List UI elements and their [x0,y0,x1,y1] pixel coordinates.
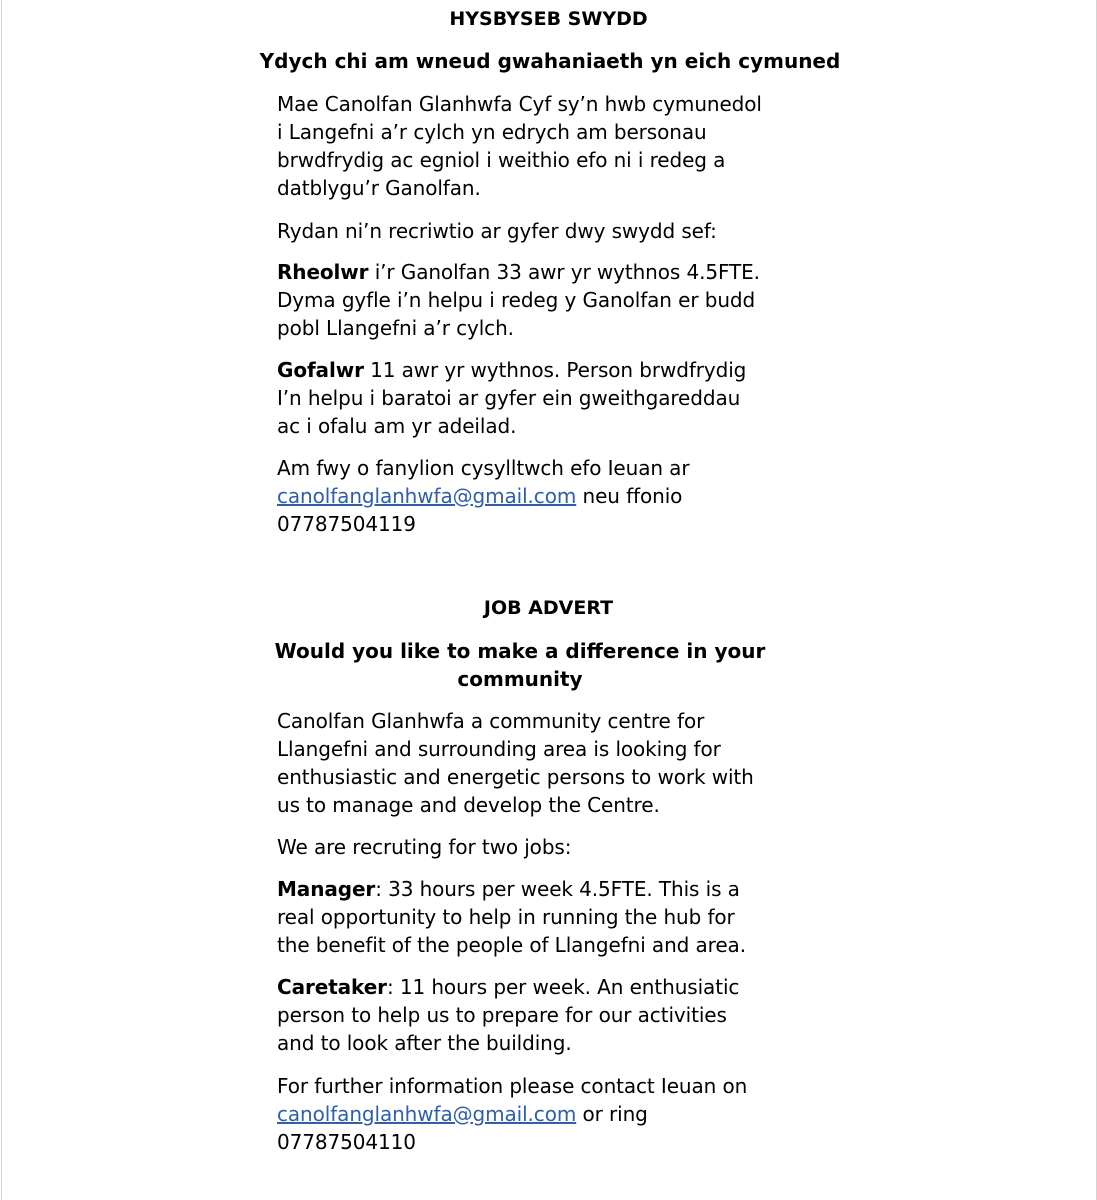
english-job2-title: Caretaker [277,975,387,999]
english-subheading: Would you like to make a difference in your community [274,639,766,691]
welsh-job1-paragraph [277,258,817,342]
welsh-job2-paragraph [277,356,817,440]
welsh-job2-line2: I’n helpu i baratoi ar gyfer ein gweithgareddau [277,386,741,410]
english-intro-line: Llangefni and surrounding area is looking for [277,737,721,761]
welsh-email-link[interactable]: canolfanglanhwfa@gmail.com [277,484,577,508]
english-job1-line2: real opportunity to help in running the hub for [277,905,735,929]
english-contact-line1: For further information please contact Ieuan on [277,1074,748,1098]
welsh-job2-title: Gofalwr [277,358,364,382]
welsh-intro-line: i Langefni a’r cylch yn edrych am bersonau [277,120,707,144]
english-intro-line: enthusiastic and energetic persons to work with [277,765,754,789]
english-contact-paragraph [277,1072,817,1156]
welsh-job1-line1 [277,258,817,286]
english-heading: JOB ADVERT [483,597,614,619]
english-recruiting-line: We are recruting for two jobs: [277,835,572,859]
english-job1-paragraph [277,875,817,959]
english-job2-line3: and to look after the building. [277,1031,572,1055]
english-intro-paragraph [277,707,817,819]
welsh-job2-line1-rest: 11 awr yr wythnos. Person brwdfrydig [363,358,747,382]
welsh-job1-line2: Dyma gyfle i’n helpu i redeg y Ganolfan er budd [277,288,756,312]
english-job2-line2: person to help us to prepare for our activities [277,1003,727,1027]
welsh-contact-line1: Am fwy o fanylion cysylltwch efo Ieuan ar [277,456,690,480]
welsh-heading: HYSBYSEB SWYDD [449,8,648,30]
english-job1-title: Manager [277,877,376,901]
welsh-contact-line2 [277,482,817,510]
welsh-phone-number: 07787504119 [277,512,416,536]
english-job2-paragraph [277,973,817,1057]
welsh-job1-line3: pobl Llangefni a’r cylch. [277,316,514,340]
english-job1-line1 [277,875,817,903]
welsh-contact-paragraph [277,454,817,538]
welsh-contact-after-email: neu ffonio [576,484,683,508]
welsh-job1-line1-rest: i’r Ganolfan 33 awr yr wythnos 4.5FTE. [368,260,760,284]
welsh-recruiting-line: Rydan ni’n recriwtio ar gyfer dwy swydd sef: [277,219,717,243]
welsh-job2-line3: ac i ofalu am yr adeilad. [277,414,517,438]
english-job1-line1-rest: : 33 hours per week 4.5FTE. This is a [375,877,740,901]
welsh-job2-line1 [277,356,817,384]
english-job2-line1 [277,973,817,1001]
welsh-intro-line: brwdfrydig ac egniol i weithio efo ni i redeg a [277,148,726,172]
english-intro-line: us to manage and develop the Centre. [277,793,660,817]
english-contact-line2 [277,1100,817,1128]
welsh-job1-title: Rheolwr [277,260,369,284]
english-job2-line1-rest: : 11 hours per week. An enthusiatic [386,975,740,999]
english-intro-line: Canolfan Glanhwfa a community centre for [277,709,705,733]
english-contact-after-email: or ring [576,1102,648,1126]
english-email-link[interactable]: canolfanglanhwfa@gmail.com [277,1102,577,1126]
english-recruiting-text [277,833,817,861]
english-phone-number: 07787504110 [277,1130,416,1154]
welsh-intro-line: datblygu’r Ganolfan. [277,176,481,200]
welsh-subheading: Ydych chi am wneud gwahaniaeth yn eich cymuned [259,49,841,73]
welsh-recruiting-text [277,217,817,245]
welsh-intro-paragraph [277,90,817,202]
welsh-intro-line: Mae Canolfan Glanhwfa Cyf sy’n hwb cymunedol [277,92,762,116]
english-job1-line3: the benefit of the people of Llangefni and area. [277,933,746,957]
